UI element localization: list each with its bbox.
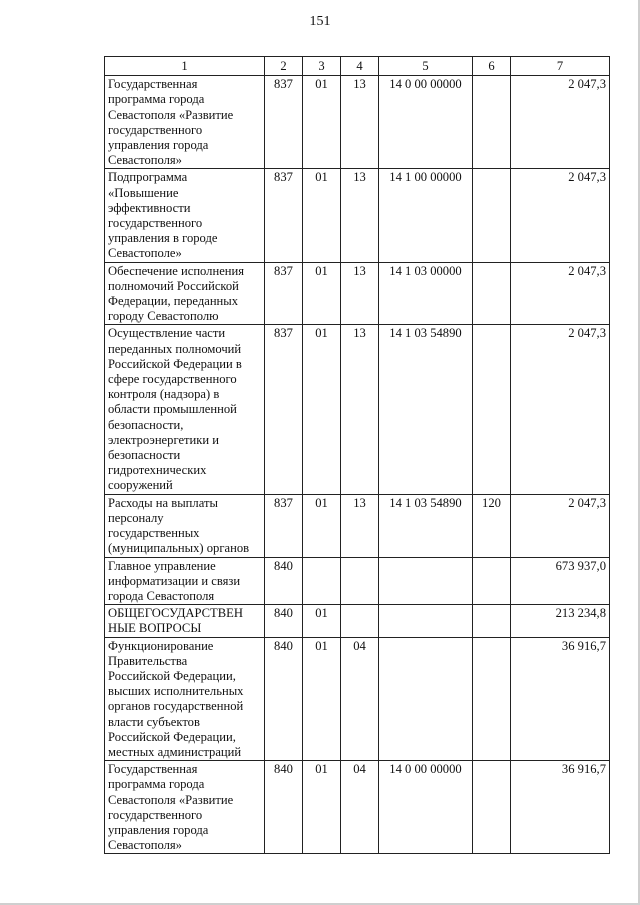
row-target-article-cell: 14 1 03 54890 bbox=[379, 325, 473, 494]
header-col-1: 1 bbox=[105, 57, 265, 76]
row-section-cell: 01 bbox=[303, 169, 341, 262]
row-subsection-cell: 13 bbox=[341, 169, 379, 262]
row-name-cell: Обеспечение исполнения полномочий Российской Федерации, переданных городу Севастополю bbox=[105, 262, 265, 325]
row-section-cell bbox=[303, 557, 341, 605]
budget-table bbox=[104, 56, 610, 854]
row-expense-type-cell bbox=[473, 76, 511, 169]
table-header-row bbox=[105, 57, 610, 76]
header-col-6: 6 bbox=[473, 57, 511, 76]
row-name-cell: Главное управление информатизации и связи города Севастополя bbox=[105, 557, 265, 605]
table-row bbox=[105, 557, 610, 605]
row-name-cell: Расходы на выплаты персоналу государственных (муниципальных) органов bbox=[105, 494, 265, 557]
row-section-cell: 01 bbox=[303, 262, 341, 325]
row-section-cell: 01 bbox=[303, 637, 341, 761]
row-subsection-cell: 13 bbox=[341, 494, 379, 557]
row-ved-cell: 840 bbox=[265, 637, 303, 761]
row-target-article-cell: 14 0 00 00000 bbox=[379, 76, 473, 169]
table-row bbox=[105, 76, 610, 169]
row-subsection-cell: 13 bbox=[341, 262, 379, 325]
row-expense-type-cell bbox=[473, 262, 511, 325]
table-row bbox=[105, 605, 610, 637]
row-expense-type-cell bbox=[473, 761, 511, 854]
row-amount-cell: 2 047,3 bbox=[511, 76, 610, 169]
header-col-2: 2 bbox=[265, 57, 303, 76]
row-subsection-cell bbox=[341, 557, 379, 605]
row-subsection-cell: 13 bbox=[341, 76, 379, 169]
header-col-3: 3 bbox=[303, 57, 341, 76]
table-row bbox=[105, 494, 610, 557]
row-ved-cell: 837 bbox=[265, 169, 303, 262]
row-expense-type-cell bbox=[473, 637, 511, 761]
row-name-cell: Осуществление части переданных полномочий Российской Федерации в сфере государственного контроля (надзора) в области промышленной безопасности, электроэнергетики и безопасности гидротехнических сооружений bbox=[105, 325, 265, 494]
row-subsection-cell: 04 bbox=[341, 761, 379, 854]
header-col-5: 5 bbox=[379, 57, 473, 76]
row-expense-type-cell bbox=[473, 605, 511, 637]
row-ved-cell: 837 bbox=[265, 494, 303, 557]
row-ved-cell: 840 bbox=[265, 761, 303, 854]
row-subsection-cell: 13 bbox=[341, 325, 379, 494]
row-name-cell: Функционирование Правительства Российской Федерации, высших исполнительных органов государственной власти субъектов Российской Федерации, местных администраций bbox=[105, 637, 265, 761]
row-expense-type-cell bbox=[473, 169, 511, 262]
row-section-cell: 01 bbox=[303, 325, 341, 494]
row-amount-cell: 36 916,7 bbox=[511, 761, 610, 854]
row-amount-cell: 673 937,0 bbox=[511, 557, 610, 605]
row-expense-type-cell: 120 bbox=[473, 494, 511, 557]
row-name-cell: ОБЩЕГОСУДАРСТВЕН НЫЕ ВОПРОСЫ bbox=[105, 605, 265, 637]
row-amount-cell: 2 047,3 bbox=[511, 494, 610, 557]
table-row bbox=[105, 169, 610, 262]
row-ved-cell: 837 bbox=[265, 262, 303, 325]
row-target-article-cell bbox=[379, 605, 473, 637]
table-row bbox=[105, 637, 610, 761]
row-name-cell: Государственная программа города Севастополя «Развитие государственного управления города Севастополя» bbox=[105, 761, 265, 854]
row-amount-cell: 36 916,7 bbox=[511, 637, 610, 761]
row-ved-cell: 840 bbox=[265, 557, 303, 605]
row-name-cell: Подпрограмма «Повышение эффективности государственного управления в городе Севастополе» bbox=[105, 169, 265, 262]
row-expense-type-cell bbox=[473, 325, 511, 494]
row-ved-cell: 837 bbox=[265, 76, 303, 169]
row-amount-cell: 2 047,3 bbox=[511, 262, 610, 325]
row-ved-cell: 837 bbox=[265, 325, 303, 494]
row-amount-cell: 213 234,8 bbox=[511, 605, 610, 637]
row-expense-type-cell bbox=[473, 557, 511, 605]
row-amount-cell: 2 047,3 bbox=[511, 325, 610, 494]
header-col-4: 4 bbox=[341, 57, 379, 76]
row-subsection-cell: 04 bbox=[341, 637, 379, 761]
table-row bbox=[105, 325, 610, 494]
row-target-article-cell: 14 1 03 00000 bbox=[379, 262, 473, 325]
row-section-cell: 01 bbox=[303, 605, 341, 637]
page-number: 151 bbox=[309, 14, 331, 29]
header-col-7: 7 bbox=[511, 57, 610, 76]
row-name-cell: Государственная программа города Севастополя «Развитие государственного управления города Севастополя» bbox=[105, 76, 265, 169]
row-section-cell: 01 bbox=[303, 494, 341, 557]
row-amount-cell: 2 047,3 bbox=[511, 169, 610, 262]
table-row bbox=[105, 262, 610, 325]
row-ved-cell: 840 bbox=[265, 605, 303, 637]
table-row bbox=[105, 761, 610, 854]
row-target-article-cell: 14 0 00 00000 bbox=[379, 761, 473, 854]
row-subsection-cell bbox=[341, 605, 379, 637]
row-section-cell: 01 bbox=[303, 761, 341, 854]
row-target-article-cell bbox=[379, 557, 473, 605]
row-target-article-cell: 14 1 03 54890 bbox=[379, 494, 473, 557]
row-section-cell: 01 bbox=[303, 76, 341, 169]
row-target-article-cell: 14 1 00 00000 bbox=[379, 169, 473, 262]
row-target-article-cell bbox=[379, 637, 473, 761]
